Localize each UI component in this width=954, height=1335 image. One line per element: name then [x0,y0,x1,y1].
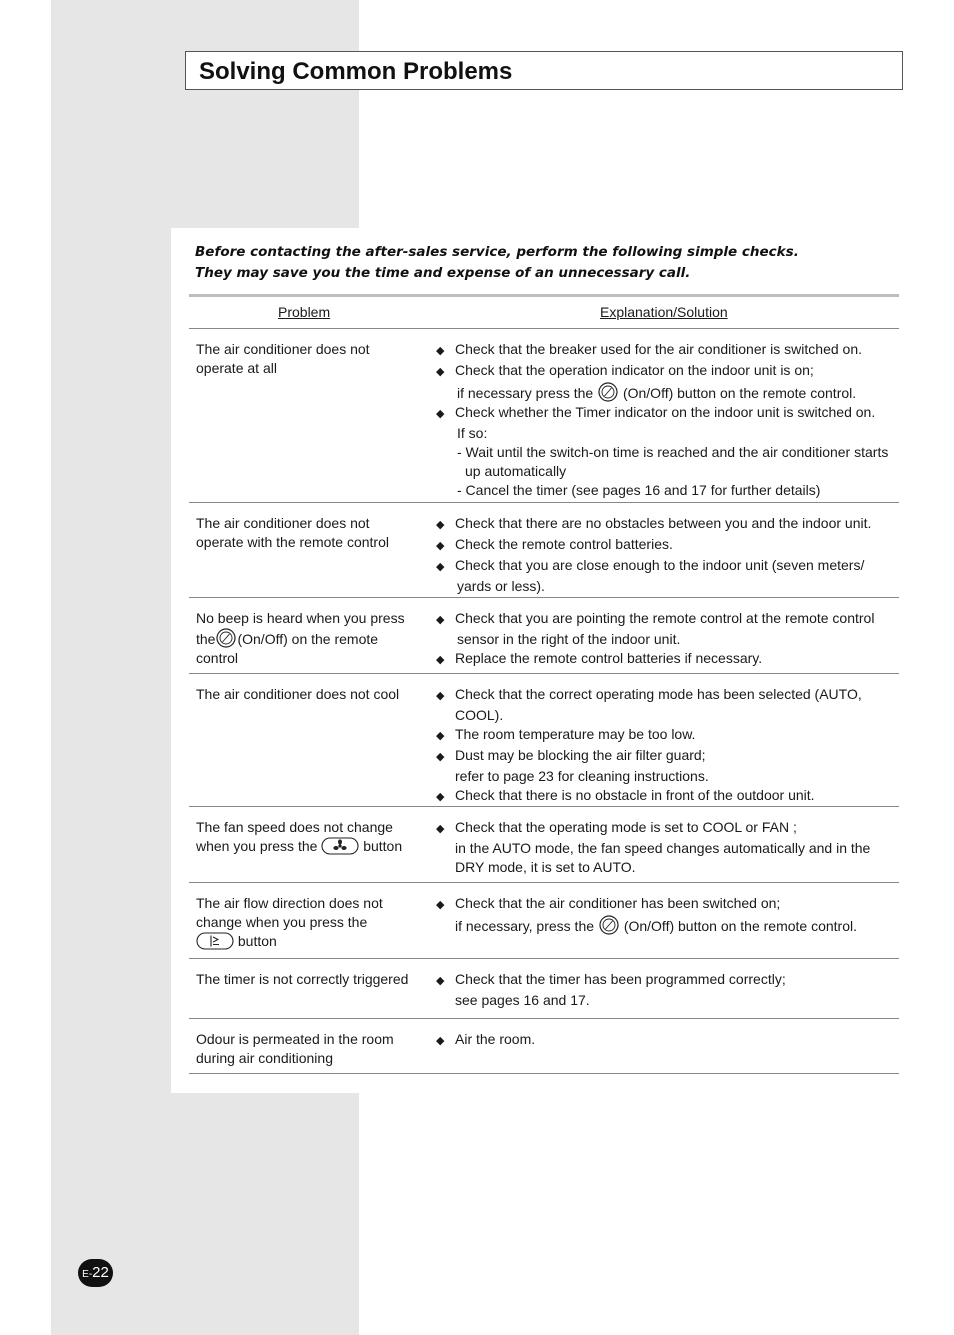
bullet-icon: ◆ [436,791,445,803]
bullet-icon: ◆ [436,751,445,763]
solution-text: (On/Off) button on the remote control. [623,918,858,934]
problem-cell [196,894,421,951]
on-off-button-icon [597,382,619,402]
solution-text: Check whether the Timer indicator on the indoor unit is switched on. [455,404,876,420]
fan-speed-button-icon [321,837,359,855]
solution-text: Check that the correct operating mode has been selected (AUTO, [455,686,862,702]
solution-text: if necessary, press the [455,918,595,934]
title-box [185,51,903,90]
solution-text: - Cancel the timer (see pages 16 and 17 for further details) [457,482,821,498]
problem-text: Odour is permeated in the room [196,1031,394,1047]
solution-text: see pages 16 and 17. [455,992,590,1008]
solution-text: Check the remote control batteries. [455,536,673,552]
solution-text: COOL). [455,707,504,723]
solution-text: Check that you are pointing the remote control at the remote control [455,610,875,626]
solution-cell [436,818,901,877]
solution-text: Check that the air conditioner has been switched on; [455,895,781,911]
page-number: 22 [92,1264,109,1281]
table-row [189,1019,899,1074]
problem-cell [196,1030,421,1068]
page-number-badge [78,1259,113,1287]
problem-text: The air conditioner does not cool [196,686,400,702]
on-off-button-icon [598,915,620,935]
table-row [189,598,899,674]
solution-text: Replace the remote control batteries if necessary. [455,650,763,666]
bullet-icon: ◆ [436,730,445,742]
solution-text: Dust may be blocking the air filter guard; [455,747,706,763]
header-problem: Problem [278,304,331,320]
solution-cell [436,894,901,936]
table-row [189,503,899,598]
solution-cell [436,514,901,596]
solution-text: Check that the breaker used for the air conditioner is switched on. [455,341,862,357]
problem-cell [196,609,421,668]
solution-text: refer to page 23 for cleaning instructions. [455,768,709,784]
table-row [189,883,899,959]
header-solution: Explanation/Solution [600,304,728,320]
bullet-icon: ◆ [436,899,445,911]
problem-text: The air flow direction does not [196,895,383,911]
bullet-icon: ◆ [436,823,445,835]
intro-text [195,242,799,284]
bullet-icon: ◆ [436,654,445,666]
bullet-icon: ◆ [436,614,445,626]
bullet-icon: ◆ [436,366,445,378]
solution-text: (On/Off) button on the remote control. [622,385,857,401]
solution-text: Check that you are close enough to the indoor unit (seven meters/ [455,557,865,573]
problem-text: when you press the [196,838,318,854]
solution-text: The room temperature may be too low. [455,726,696,742]
air-swing-button-icon [196,932,234,950]
problem-text: operate at all [196,360,277,376]
table-row [189,959,899,1019]
solution-text: yards or less). [457,578,545,594]
solution-cell [436,340,901,500]
solution-text: Check that the operation indicator on the indoor unit is on; [455,362,814,378]
intro-line-1: Before contacting the after-sales service, perform the following simple checks. [195,244,799,260]
problem-text: The air conditioner does not [196,515,370,531]
solution-text: Check that the operating mode is set to COOL or FAN ; [455,819,797,835]
solution-text: - Wait until the switch-on time is reached and the air conditioner starts [457,444,889,460]
bullet-icon: ◆ [436,408,445,420]
solution-text: sensor in the right of the indoor unit. [457,631,681,647]
solution-cell [436,685,901,807]
problem-text: control [196,650,239,666]
problem-cell [196,340,421,378]
bullet-icon: ◆ [436,345,445,357]
problem-text: The air conditioner does not [196,341,370,357]
problem-cell [196,818,421,856]
solution-text: in the AUTO mode, the fan speed changes automatically and in the [455,840,871,856]
on-off-button-icon [215,628,237,648]
problem-cell [196,685,421,704]
problem-text: change when you press the [196,914,368,930]
problem-text: No beep is heard when you press [196,610,405,626]
problem-text: (On/Off) on the remote [237,631,379,647]
problem-cell [196,970,421,989]
problem-text: during air conditioning [196,1050,333,1066]
solution-text: DRY mode, it is set to AUTO. [455,859,636,875]
solution-text: up automatically [465,463,567,479]
problem-text: operate with the remote control [196,534,389,550]
bullet-icon: ◆ [436,1035,445,1047]
bullet-icon: ◆ [436,975,445,987]
solution-text: Check that there are no obstacles between you and the indoor unit. [455,515,872,531]
table-row [189,807,899,883]
problem-text: The fan speed does not change [196,819,393,835]
problem-cell [196,514,421,552]
bullet-icon: ◆ [436,519,445,531]
page-prefix: E- [82,1269,93,1280]
solution-text: Air the room. [455,1031,536,1047]
bullet-icon: ◆ [436,561,445,573]
problem-text: The timer is not correctly triggered [196,971,409,987]
solution-cell [436,970,901,1010]
table-header [189,294,899,329]
bullet-icon: ◆ [436,540,445,552]
intro-line-2: They may save you the time and expense of an unnecessary call. [195,265,691,281]
problem-text: button [363,838,403,854]
page-title: Solving Common Problems [199,58,513,85]
solution-text: Check that the timer has been programmed correctly; [455,971,786,987]
table-row [189,674,899,807]
solution-cell [436,1030,901,1051]
solution-cell [436,609,901,670]
problems-table [189,294,899,1074]
problem-text: button [237,933,277,949]
problem-text: the [196,631,216,647]
solution-text: Check that there is no obstacle in front of the outdoor unit. [455,787,815,803]
table-row [189,329,899,503]
bullet-icon: ◆ [436,690,445,702]
solution-text: If so: [457,425,488,441]
solution-text: if necessary press the [457,385,594,401]
